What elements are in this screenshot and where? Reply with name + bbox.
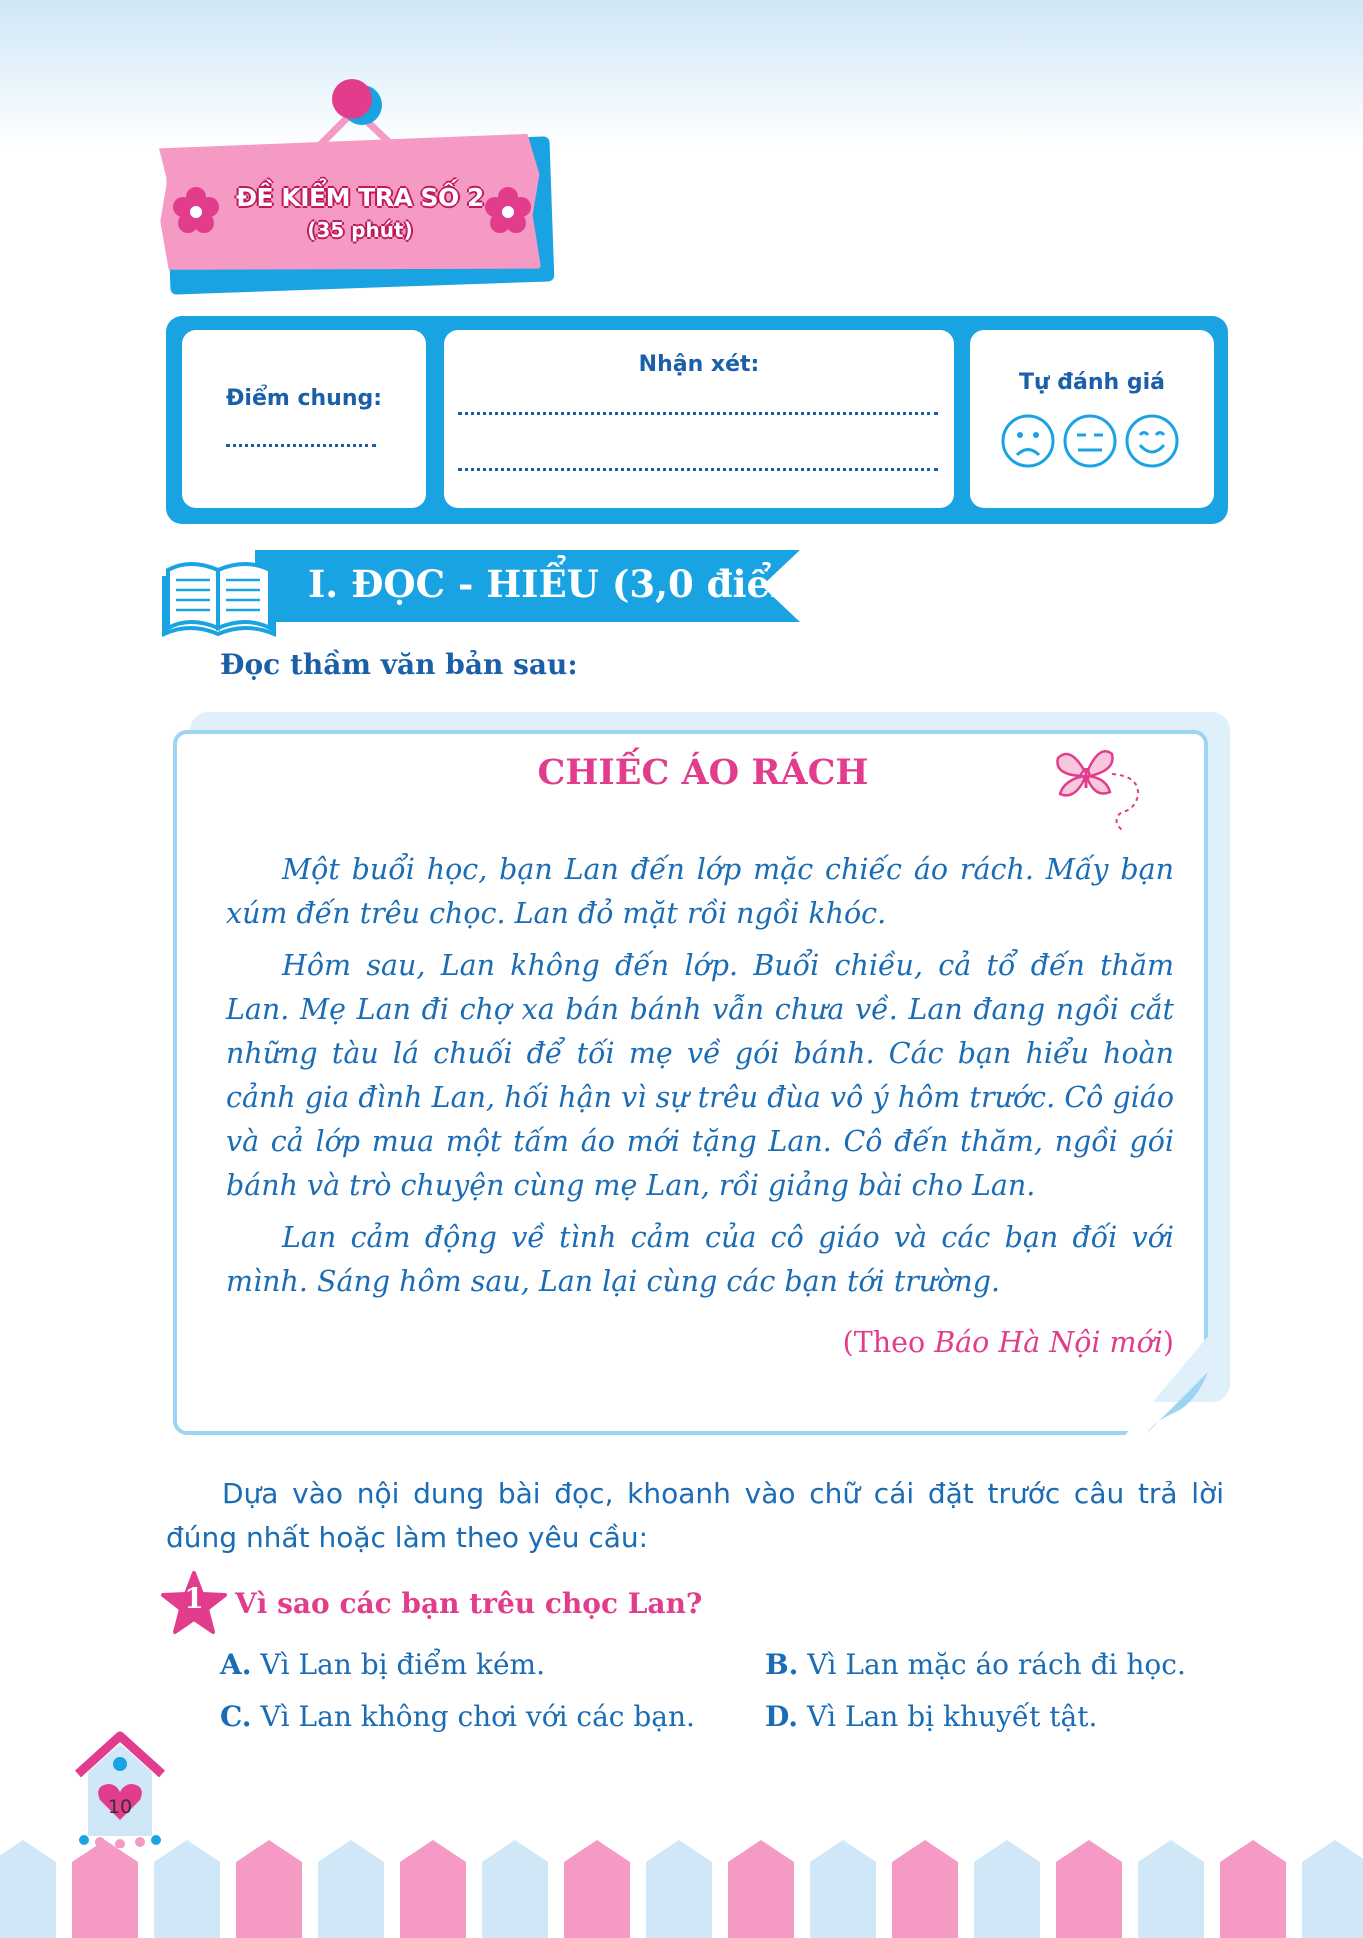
answer-option-d[interactable] (765, 1700, 1097, 1733)
fence-picket (72, 1840, 138, 1938)
test-title-sign (160, 75, 560, 305)
comment-line (458, 412, 938, 415)
picket-fence (0, 1840, 1363, 1938)
source-name: Báo Hà Nội mới (934, 1326, 1163, 1359)
comment-line (458, 468, 938, 471)
overall-score-label: Điểm chung: (225, 386, 383, 411)
score-box (166, 316, 1228, 524)
option-text: Vì Lan mặc áo rách đi học. (807, 1648, 1186, 1681)
source-prefix: (Theo (842, 1326, 935, 1359)
fence-picket (236, 1840, 302, 1938)
fence-picket (892, 1840, 958, 1938)
fence-picket (0, 1840, 56, 1938)
option-letter: D. (765, 1700, 799, 1733)
self-assess-label: Tự đánh giá (1018, 370, 1166, 395)
question-instruction: Dựa vào nội dung bài đọc, khoanh vào chữ cái đặt trước câu trả lời đúng nhất hoặc làm theo yêu cầu: (166, 1477, 1224, 1554)
fence-picket (482, 1840, 548, 1938)
option-text: Vì Lan bị khuyết tật. (806, 1700, 1098, 1733)
question-number: 1 (184, 1582, 204, 1615)
section-title: I. ĐỌC - HIỂU (3,0 điểm) (308, 562, 827, 606)
answer-option-c[interactable] (220, 1700, 695, 1733)
page-curl-icon (1146, 1372, 1208, 1434)
self-assess-cell (970, 330, 1214, 508)
option-text: Vì Lan bị điểm kém. (260, 1648, 546, 1681)
reading-instruction: Đọc thầm văn bản sau: (220, 648, 578, 681)
neutral-face-icon[interactable] (1062, 413, 1118, 469)
fence-picket (1138, 1840, 1204, 1938)
fence-picket (154, 1840, 220, 1938)
option-letter: C. (220, 1700, 252, 1733)
fence-picket (810, 1840, 876, 1938)
story-paragraph: Một buổi học, bạn Lan đến lớp mặc chiếc áo rách. Mấy bạn xúm đến trêu chọc. Lan đỏ mặt rồi ngồi khóc. (226, 853, 1174, 930)
source-suffix: ) (1162, 1326, 1174, 1359)
overall-score-line (226, 444, 376, 447)
story-source (226, 1326, 1174, 1359)
test-duration: (35 phút) (307, 218, 413, 242)
section-header (160, 540, 827, 640)
fence-picket (1302, 1840, 1363, 1938)
happy-face-icon[interactable] (1124, 413, 1180, 469)
birdhouse-icon (70, 1728, 170, 1848)
test-title: ĐỀ KIỂM TRA SỐ 2 (236, 183, 484, 212)
option-text: Vì Lan không chơi với các bạn. (260, 1700, 695, 1733)
fence-picket (1056, 1840, 1122, 1938)
story-title: CHIẾC ÁO RÁCH (537, 752, 869, 793)
story-body (226, 848, 1174, 1312)
fence-picket (318, 1840, 384, 1938)
option-letter: B. (765, 1648, 799, 1681)
fence-picket (564, 1840, 630, 1938)
fence-picket (400, 1840, 466, 1938)
story-paragraph: Lan cảm động về tình cảm của cô giáo và các bạn đối với mình. Sáng hôm sau, Lan lại cùng các bạn tới trường. (226, 1221, 1174, 1298)
fence-picket (974, 1840, 1040, 1938)
page-number: 10 (107, 1796, 133, 1818)
comment-cell (444, 330, 954, 508)
open-book-icon (160, 540, 280, 640)
question-text: Vì sao các bạn trêu chọc Lan? (235, 1587, 703, 1620)
fence-picket (728, 1840, 794, 1938)
answer-option-a[interactable] (220, 1648, 545, 1681)
fence-picket (1220, 1840, 1286, 1938)
option-letter: A. (220, 1648, 252, 1681)
overall-score-cell (182, 330, 426, 508)
story-paragraph: Hôm sau, Lan không đến lớp. Buổi chiều, cả tổ đến thăm Lan. Mẹ Lan đi chợ xa bán bánh vẫn chưa về. Lan đang ngồi cắt những tàu lá chuối để tối mẹ về gói bánh. Các bạn hiểu hoàn cảnh gia đình Lan, hối hận vì sự trêu đùa vô ý hôm trước. Cô giáo và cả lớp mua một tấm áo mới tặng Lan. Cô đến thăm, ngồi gói bánh và trò chuyện cùng mẹ Lan, rồi giảng bài cho Lan. (226, 949, 1174, 1202)
sad-face-icon[interactable] (1000, 413, 1056, 469)
comment-label: Nhận xét: (638, 352, 760, 377)
answer-option-b[interactable] (765, 1648, 1186, 1681)
fence-picket (646, 1840, 712, 1938)
